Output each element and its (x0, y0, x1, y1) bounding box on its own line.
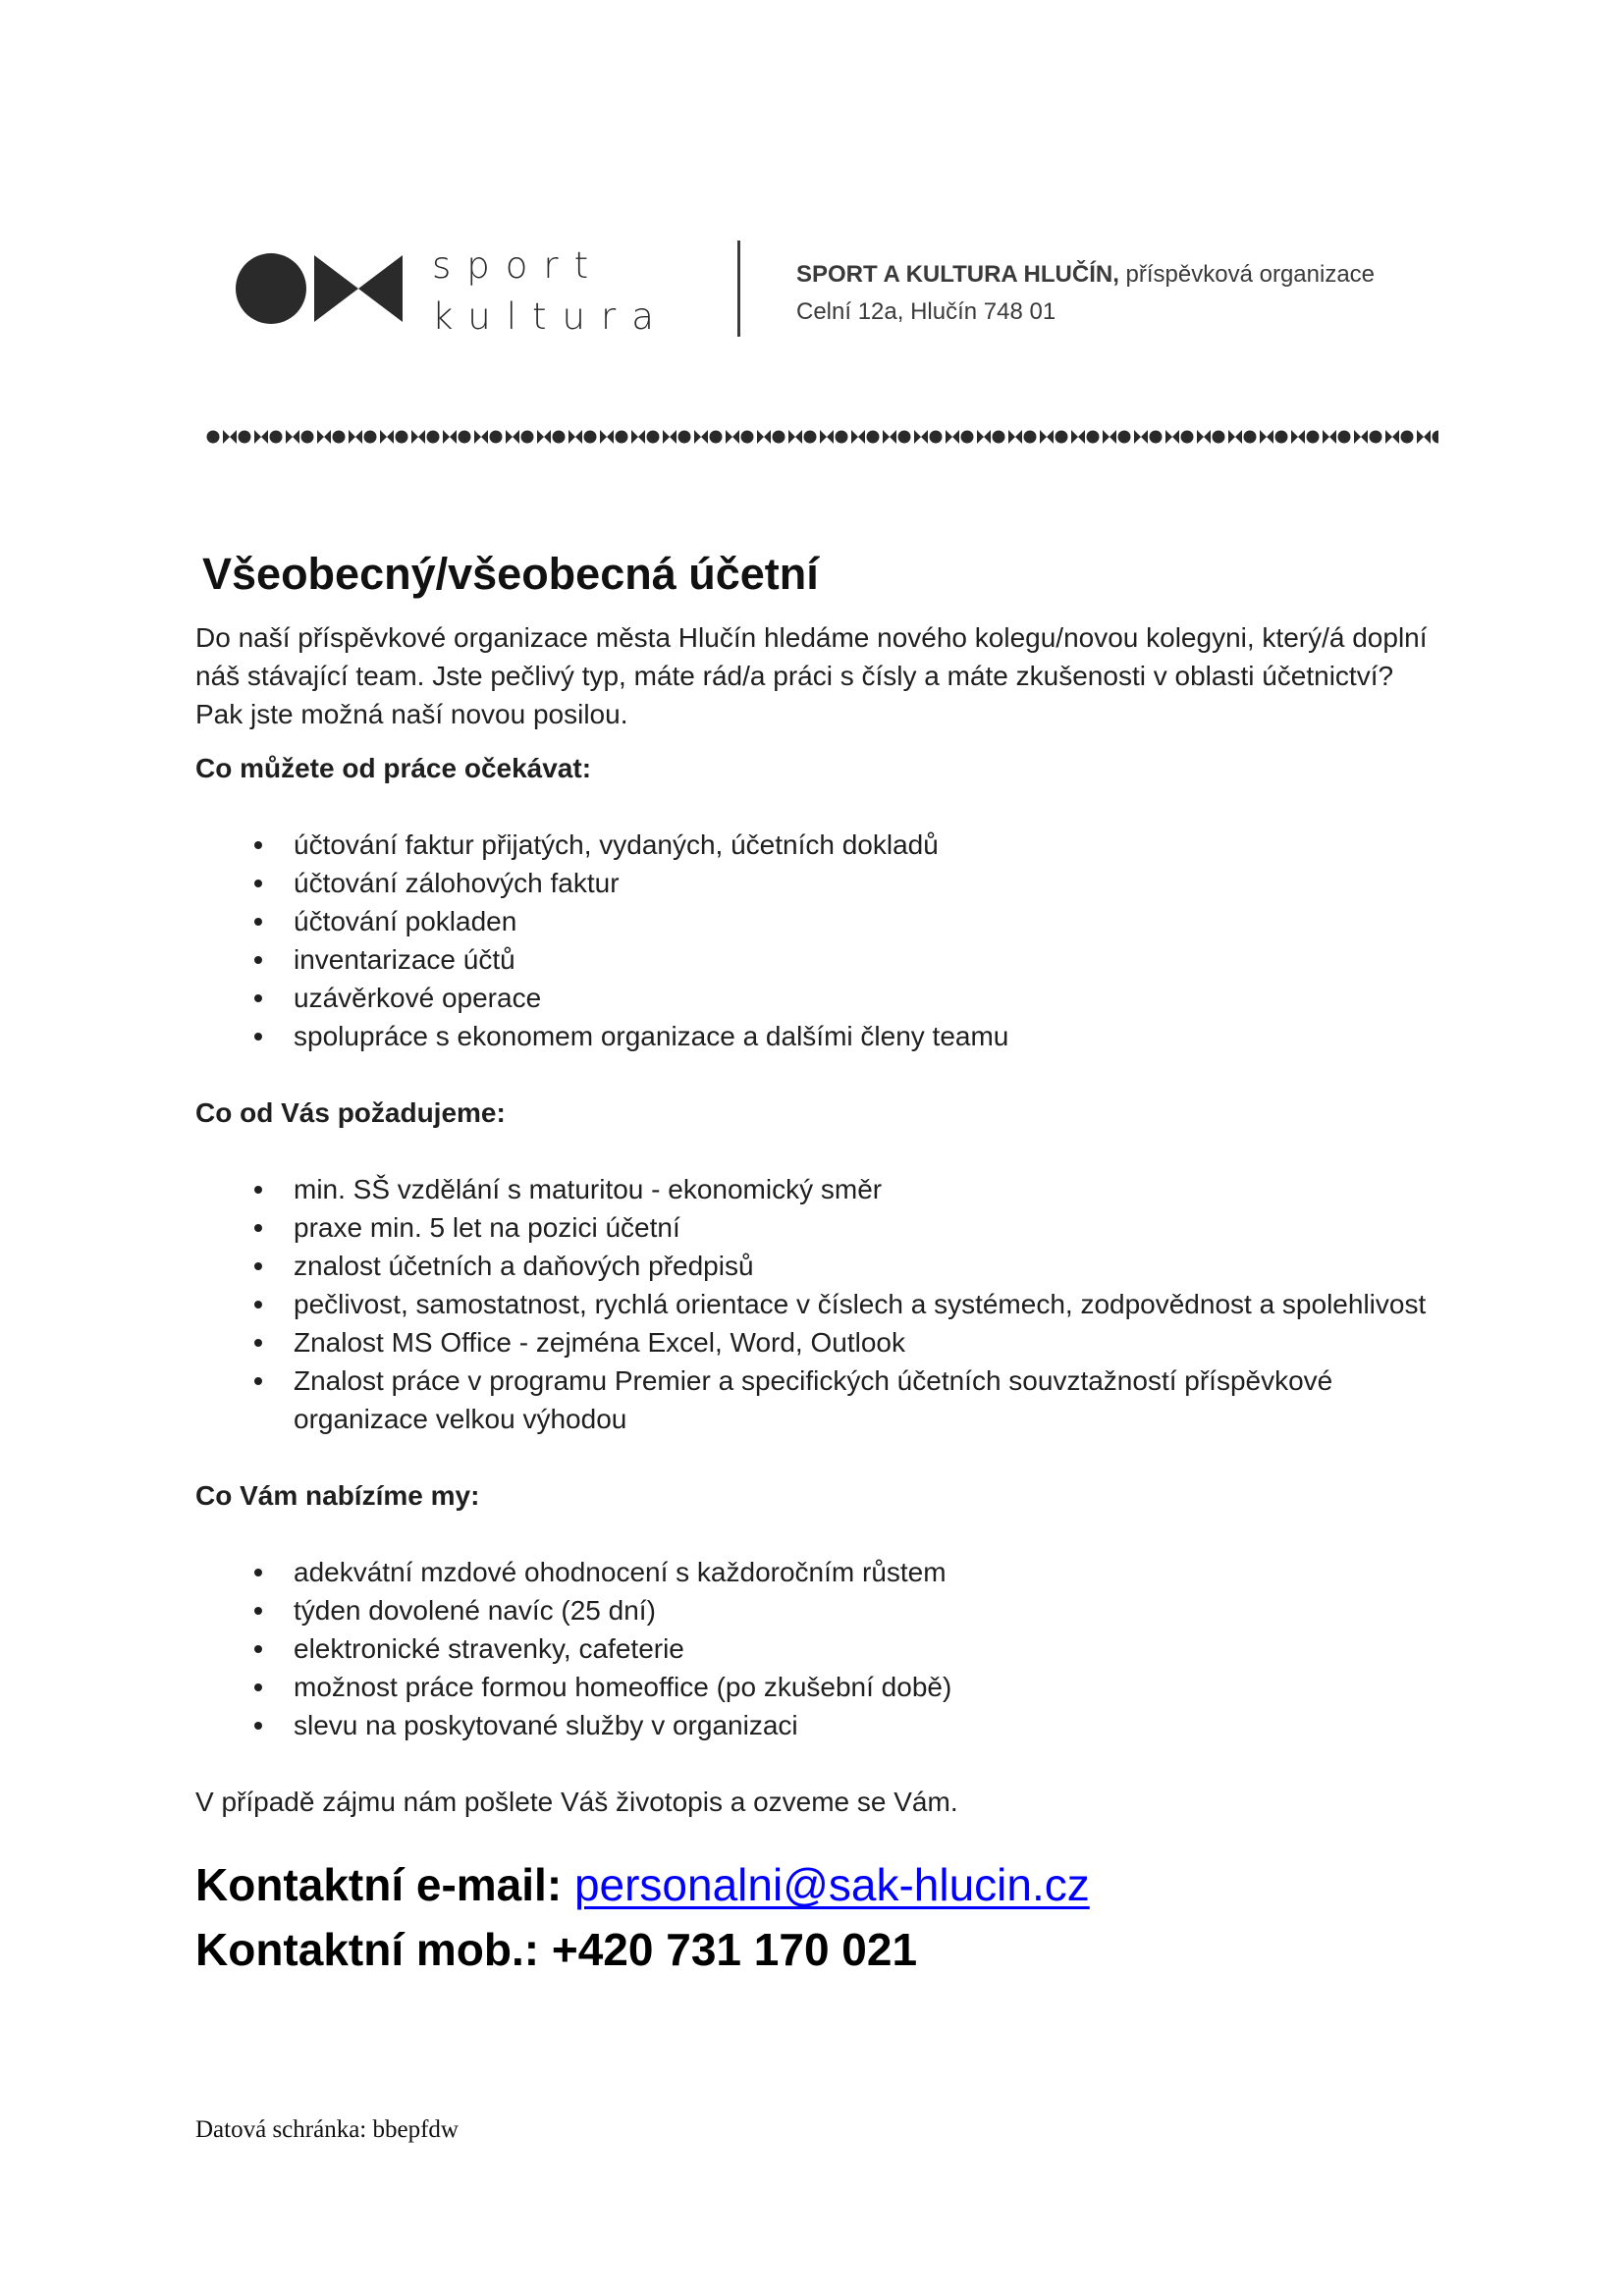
ornament-bowtie (568, 430, 582, 444)
letterhead (236, 240, 1414, 339)
ornament-circle (1056, 431, 1068, 444)
ornament-circle (961, 431, 974, 444)
list-item: uzávěrkové operace (195, 979, 1433, 1017)
ornament-bowtie (1008, 430, 1022, 444)
ornament-bowtie (1291, 430, 1305, 444)
ornament-circle (521, 431, 534, 444)
bullet-icon (254, 1645, 262, 1653)
ornament-circle (364, 431, 377, 444)
ornament-bowtie (694, 430, 708, 444)
ornament-circle (710, 431, 723, 444)
section-heading: Co od Vás požadujeme: (195, 1097, 506, 1128)
ornament-circle (459, 431, 471, 444)
ornament-circle (773, 431, 785, 444)
organization-name: SPORT A KULTURA HLUČÍN, (796, 261, 1119, 288)
ornament-circle (1024, 431, 1037, 444)
section-requirements (195, 1094, 1433, 1438)
list-item: min. SŠ vzdělání s maturitou - ekonomický směr (195, 1170, 1433, 1208)
ornament-bowtie (1323, 430, 1336, 444)
list-item: slevu na poskytované služby v organizaci (195, 1706, 1433, 1744)
organization-info (796, 256, 1375, 331)
ornament-bowtie (474, 430, 488, 444)
ornament-bowtie (631, 430, 645, 444)
bullet-icon (254, 880, 262, 887)
ornament-bowtie (223, 430, 237, 444)
ornament-circle (898, 431, 911, 444)
section-expectations (195, 749, 1433, 1055)
list-item: účtování pokladen (195, 902, 1433, 940)
ornament-bowtie (537, 430, 551, 444)
ornament-bowtie (506, 430, 519, 444)
list-item: Znalost práce v programu Premier a specifických účetních souvztažností příspěvkové organizace velkou výhodou (195, 1362, 1433, 1438)
ornament-bowtie (443, 430, 457, 444)
contact-phone-line (195, 1917, 1433, 1982)
logo-word-sport: sport (432, 244, 605, 287)
ornament-bowtie (317, 430, 331, 444)
ornament-circle (993, 431, 1005, 444)
ornament-circle (616, 431, 628, 444)
bullet-icon (254, 1607, 262, 1615)
bullet-icon (254, 1186, 262, 1194)
section-heading: Co Vám nabízíme my: (195, 1480, 480, 1511)
organization-address: Celní 12a, Hlučín 748 01 (796, 298, 1056, 325)
ornament-circle (647, 431, 660, 444)
ornament-circle (867, 431, 880, 444)
bullet-icon (254, 1224, 262, 1232)
bullet-icon (254, 1683, 262, 1691)
ornament-circle (836, 431, 848, 444)
list-item: Znalost MS Office - zejména Excel, Word, Outlook (195, 1323, 1433, 1362)
bullet-list (195, 826, 1433, 1055)
contact-phone-number: +420 731 170 021 (551, 1924, 918, 1975)
list-item: spolupráce s ekonomem organizace a dalšími členy teamu (195, 1017, 1433, 1055)
contact-email-link[interactable]: personalni@sak-hlucin.cz (573, 1859, 1090, 1910)
ornament-circle (207, 431, 220, 444)
bullet-icon (254, 1377, 262, 1385)
section-heading: Co můžete od práce očekávat: (195, 753, 592, 783)
ornament-circle (1370, 431, 1382, 444)
ornament-circle (427, 431, 440, 444)
ornament-bowtie (600, 430, 614, 444)
bullet-icon (254, 1339, 262, 1347)
ornament-bowtie (349, 430, 362, 444)
list-item: adekvátní mzdové ohodnocení s každoročním růstem (195, 1553, 1433, 1591)
ornament-bowtie (254, 430, 268, 444)
ornament-circle (741, 431, 754, 444)
ornament-bowtie (946, 430, 959, 444)
ornament-circle (1275, 431, 1288, 444)
ornament-bowtie (1103, 430, 1116, 444)
ornament-bowtie (663, 430, 677, 444)
job-posting (195, 540, 1433, 1982)
ornament-circle (584, 431, 597, 444)
ornament-bowtie (1071, 430, 1085, 444)
ornament-bowtie (1228, 430, 1242, 444)
list-item: týden dovolené navíc (25 dní) (195, 1591, 1433, 1629)
section-benefits (195, 1476, 1433, 1744)
contact-email-line (195, 1852, 1433, 1917)
logo-word-kultura: kultura (432, 295, 670, 338)
bullet-icon (254, 1262, 262, 1270)
bullet-icon (254, 1033, 262, 1041)
contact-email-label: Kontaktní e-mail: (195, 1859, 574, 1910)
ornament-bowtie (883, 430, 896, 444)
ornament-circle (930, 431, 943, 444)
bullet-icon (254, 1722, 262, 1730)
ornament-bowtie (1385, 430, 1399, 444)
bullet-icon (254, 956, 262, 964)
ornament-bowtie (851, 430, 865, 444)
sport-kultura-logo-icon (236, 253, 403, 324)
ornament-circle (1118, 431, 1131, 444)
list-item: pečlivost, samostatnost, rychlá orientace v číslech a systémech, zodpovědnost a spolehlivost (195, 1285, 1433, 1323)
ornament-circle (1213, 431, 1225, 444)
list-item: účtování zálohových faktur (195, 864, 1433, 902)
ornament-bowtie (1260, 430, 1273, 444)
ornament-bowtie (820, 430, 834, 444)
job-intro: Do naší příspěvkové organizace města Hlučín hledáme nového kolegu/novou kolegyni, který/á doplní náš stávající team. Jste pečlivý typ, máte rád/a práci s čísly a máte zkušenosti v oblasti účetnictví? Pak jste možná naší novou posilou. (195, 622, 1428, 729)
logo-wordmark (432, 240, 670, 343)
list-item: možnost práce formou homeoffice (po zkušební době) (195, 1668, 1433, 1706)
ornament-bowtie (1134, 430, 1148, 444)
ornament-bowtie (977, 430, 991, 444)
ornament-circle (1181, 431, 1194, 444)
ornament-circle (239, 431, 251, 444)
ornament-circle (333, 431, 346, 444)
decorative-ornament-divider (201, 426, 1438, 448)
organization-type: příspěvková organizace (1118, 261, 1376, 288)
ornament-circle (1433, 431, 1439, 444)
ornament-circle (1150, 431, 1163, 444)
ornament-bowtie (411, 430, 425, 444)
ornament-bowtie (1165, 430, 1179, 444)
ornament-circle (301, 431, 314, 444)
bullet-icon (254, 918, 262, 926)
job-title: Všeobecný/všeobecná účetní (202, 549, 819, 599)
ornament-bowtie (726, 430, 739, 444)
list-item: účtování faktur přijatých, vydaných, účetních dokladů (195, 826, 1433, 864)
ornament-bowtie (1040, 430, 1054, 444)
ornament-bowtie (1197, 430, 1211, 444)
ornament-bowtie (380, 430, 394, 444)
bullet-list (195, 1170, 1433, 1438)
ornament-bowtie (1354, 430, 1368, 444)
bullet-icon (254, 1301, 262, 1308)
ornament-bowtie (1417, 430, 1431, 444)
databox-note: Datová schránka: bbepfdw (195, 2116, 459, 2143)
list-item: elektronické stravenky, cafeterie (195, 1629, 1433, 1668)
ornament-circle (396, 431, 408, 444)
ornament-bowtie (788, 430, 802, 444)
ornament-circle (804, 431, 817, 444)
closing-text: V případě zájmu nám pošlete Váš životopis a ozveme se Vám. (195, 1787, 958, 1817)
list-item: praxe min. 5 let na pozici účetní (195, 1208, 1433, 1247)
ornament-circle (1244, 431, 1257, 444)
list-item: inventarizace účtů (195, 940, 1433, 979)
bullet-icon (254, 841, 262, 849)
ornament-circle (1087, 431, 1100, 444)
ornament-bowtie (757, 430, 771, 444)
bullet-icon (254, 1569, 262, 1576)
ornament-circle (553, 431, 566, 444)
ornament-circle (1401, 431, 1414, 444)
ornament-bowtie (914, 430, 928, 444)
ornament-bowtie (286, 430, 299, 444)
contact-phone-label: Kontaktní mob.: (195, 1924, 552, 1975)
bullet-list (195, 1553, 1433, 1744)
bullet-icon (254, 994, 262, 1002)
organization-name-line (796, 256, 1375, 294)
ornament-circle (1307, 431, 1320, 444)
ornament-circle (678, 431, 691, 444)
contact-block (195, 1852, 1433, 1982)
ornament-circle (1338, 431, 1351, 444)
header-divider (737, 240, 740, 337)
ornament-circle (270, 431, 283, 444)
ornament-circle (490, 431, 503, 444)
list-item: znalost účetních a daňových předpisů (195, 1247, 1433, 1285)
